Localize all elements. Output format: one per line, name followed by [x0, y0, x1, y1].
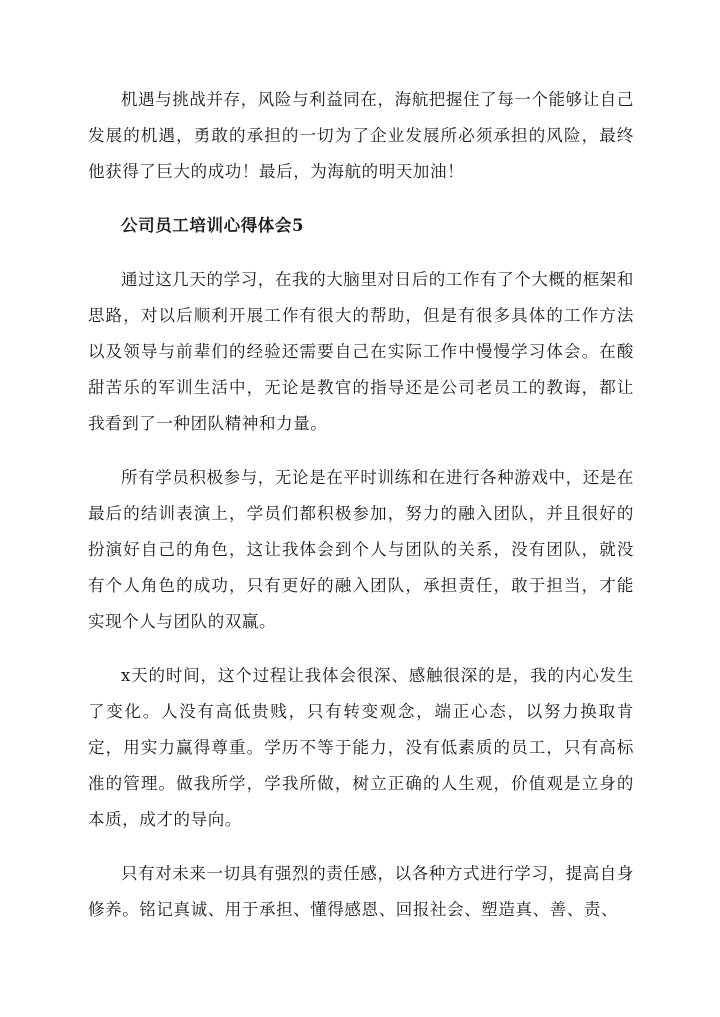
- section-heading: 公司员工培训心得体会5: [121, 216, 305, 235]
- paragraph-learning: 通过这几天的学习，在我的大脑里对日后的工作有了个大概的框架和思路，对以后顺利开展工作有很大的帮助，但是有很多具体的工作方法以及领导与前辈们的经验还需要自己在实际工作中慢慢学习体会。在酸甜苦乐的军训生活中，无论是教官的指导还是公司老员工的教诲，都让我看到了一种团队精神和力量。: [88, 270, 634, 433]
- paragraph-teamwork: 所有学员积极参与，无论是在平时训练和在进行各种游戏中，还是在最后的结训表演上，学员们都积极参加，努力的融入团队，并且很好的扮演好自己的角色，这让我体会到个人与团队的关系，没有团队，就没有个人角色的成功，只有更好的融入团队，承担责任，敢于担当，才能实现个人与团队的双赢。: [88, 468, 634, 631]
- paragraph-reflection: x天的时间，这个过程让我体会很深、感触很深的是，我的内心发生了变化。人没有高低贵贱，只有转变观念，端正心态，以努力换取肯定，用实力赢得尊重。学历不等于能力，没有低素质的员工，只有高标准的管理。做我所学，学我所做，树立正确的人生观，价值观是立身的本质，成才的导向。: [88, 666, 634, 829]
- paragraph-opening: 机遇与挑战并存，风险与利益同在，海航把握住了每一个能够让自己发展的机遇，勇敢的承担的一切为了企业发展所必须承担的风险，最终他获得了巨大的成功！最后，为海航的明天加油！: [88, 90, 634, 181]
- document-body: [88, 82, 634, 946]
- paragraph-responsibility: 只有对未来一切具有强烈的责任感，以各种方式进行学习，提高自身修养。铭记真诚、用于承担、懂得感恩、回报社会、塑造真、善、责、: [88, 864, 634, 919]
